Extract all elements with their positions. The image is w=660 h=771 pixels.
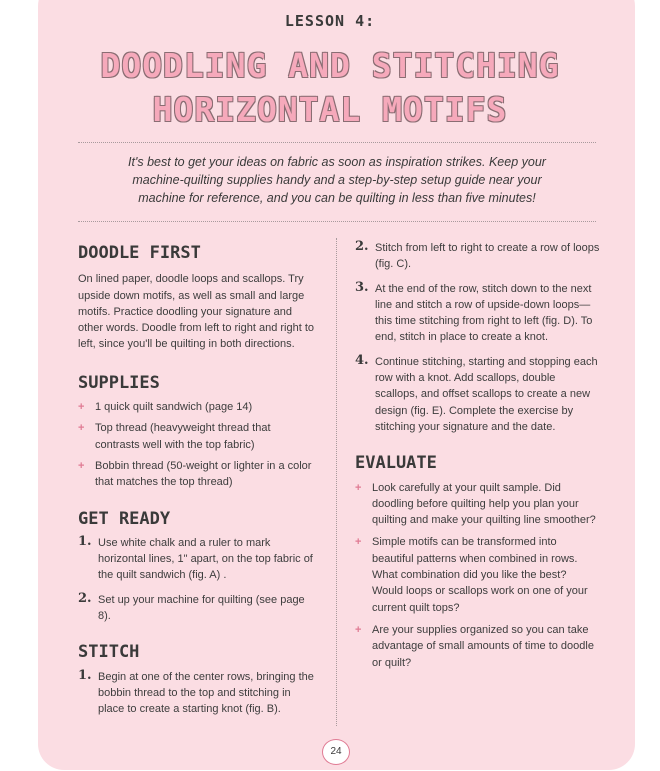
plus-bullet-icon: +: [355, 623, 362, 636]
right-column: [355, 240, 600, 671]
list-item: + Look carefully at your quilt sample. Did doodling before quilting help you plan your quilting and make your quilting line smoother?: [355, 481, 596, 527]
column-divider: [336, 238, 337, 726]
list-item: + Are your supplies organized so you can take advantage of small amounts of time to doodle or quilt?: [355, 623, 594, 669]
title-line-2: HORIZONTAL MOTIFS: [152, 90, 508, 129]
page-number: 24: [322, 739, 350, 765]
plus-bullet-icon: +: [78, 422, 85, 435]
plus-bullet-icon: +: [78, 459, 85, 472]
evaluate-list: [355, 480, 600, 671]
intro-paragraph: It's best to get your ideas on fabric as soon as inspiration strikes. Keep your machine-quilting supplies handy and a step-by-step setup guide near your machine for reference, and you can be quilting in less than five minutes!: [128, 155, 546, 205]
page-title: [0, 44, 660, 132]
title-line-1: DOODLING AND STITCHING: [100, 46, 560, 85]
plus-bullet-icon: +: [78, 401, 85, 414]
stitch-steps-left: [78, 669, 318, 718]
bottom-divider: [78, 221, 596, 222]
plus-bullet-icon: +: [355, 536, 362, 549]
stitch-heading: STITCH: [78, 642, 140, 663]
list-item: + Bobbin thread (50-weight or lighter in a color that matches the top thread): [78, 459, 312, 489]
list-item: 1. Use white chalk and a ruler to mark horizontal lines, 1" apart, on the top fabric of the quilt sandwich (fig. A) .: [78, 533, 313, 582]
get-ready-heading: GET READY: [78, 508, 171, 529]
doodle-first-text: On lined paper, doodle loops and scallops. Try upside down motifs, as well as small and large motifs. Practice doodling your signature and other words. Doodle from left to right and right to left, since you'll be quilting in both directions.: [78, 273, 315, 351]
get-ready-steps: [78, 535, 318, 624]
list-item: + 1 quick quilt sandwich (page 14): [78, 399, 318, 415]
list-item: 4. Continue stitching, starting and stopping each row with a knot. Add scallops, double scallops, and offset scallops to create a new design (fig. E). Complete the exercise by stitching your signature and the date.: [355, 352, 598, 433]
list-item: + Simple motifs can be transformed into beautiful patterns when combined in rows. What combination did you like the best? Would loops or scallops work on one of your current quilt tops?: [355, 536, 588, 614]
list-item: 1. Begin at one of the center rows, bringing the bobbin thread to the top and stitching in place to create a starting knot (fig. B).: [78, 667, 314, 716]
left-column: [78, 245, 318, 718]
evaluate-heading: EVALUATE: [355, 453, 437, 474]
list-item: + Top thread (heavyweight thread that contrasts well with the top fabric): [78, 422, 271, 451]
list-item: 2. Stitch from left to right to create a row of loops (fig. C).: [355, 239, 600, 271]
supplies-heading: SUPPLIES: [78, 372, 160, 393]
top-divider: [78, 142, 596, 143]
plus-bullet-icon: +: [355, 481, 362, 494]
supplies-list: [78, 399, 318, 490]
list-item: 2. Set up your machine for quilting (see page 8).: [78, 590, 305, 623]
lesson-label: LESSON 4:: [284, 12, 376, 30]
list-item: 3. At the end of the row, stitch down to the next line and stitch a row of upside-down loops—this time stitching from right to left (fig. D). To end, stitch in place to create a knot.: [355, 279, 593, 344]
doodle-first-heading: DOODLE FIRST: [78, 243, 201, 263]
